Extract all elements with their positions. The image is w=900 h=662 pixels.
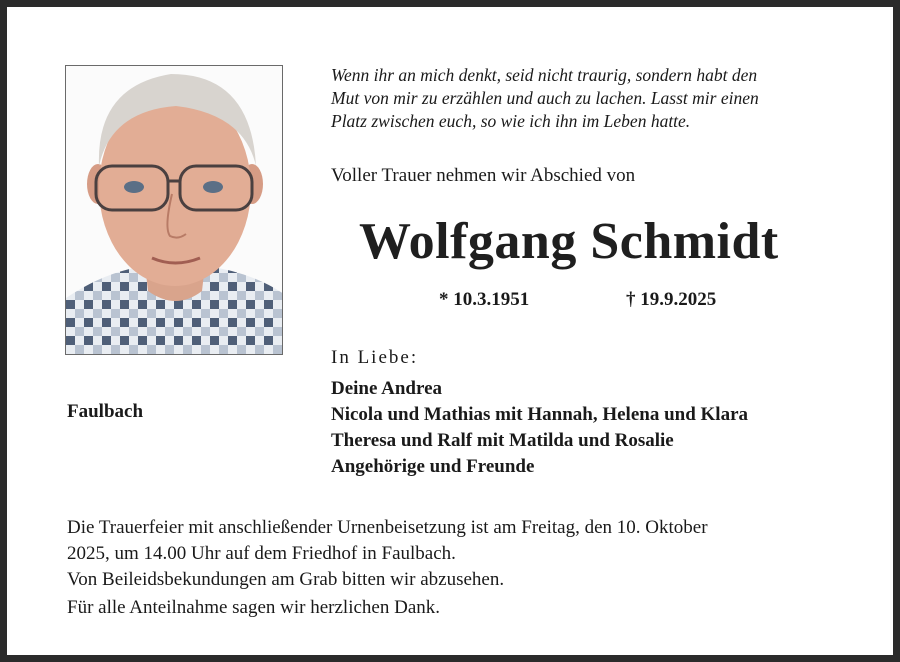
memorial-quote [331,64,871,133]
farewell-intro: Voller Trauer nehmen wir Abschied von [331,165,636,186]
mourners-list [331,376,748,480]
quote-line: Wenn ihr an mich denkt, seid nicht traurig, sondern habt den [331,65,758,85]
notice-line: Die Trauerfeier mit anschließender Urnenbeisetzung ist am Freitag, den 10. Oktober [67,517,708,538]
portrait-photo [65,65,283,355]
mourner-line: Deine Andrea [331,378,443,399]
mourners-label: In Liebe: [331,347,419,368]
birth-date: * 10.3.1951 [439,289,530,310]
quote-line: Mut von mir zu erzählen und auch zu lachen. Lasst mir einen [331,88,759,108]
notice-line: Von Beileidsbekundungen am Grab bitten wir abzusehen. [67,569,505,590]
notice-line: 2025, um 14.00 Uhr auf dem Friedhof in Faulbach. [67,543,456,564]
residence-place: Faulbach [67,401,144,422]
thanks-note: Für alle Anteilnahme sagen wir herzlichen Dank. [67,597,441,618]
quote-line: Platz zwischen euch, so wie ich ihn im Leben hatte. [331,111,691,131]
deceased-name: Wolfgang Schmidt [359,213,779,270]
mourner-line: Nicola und Mathias mit Hannah, Helena und Klara [331,404,749,425]
mourner-line: Angehörige und Freunde [331,456,535,477]
death-date: † 19.9.2025 [626,289,717,310]
mourner-line: Theresa und Ralf mit Matilda und Rosalie [331,430,674,451]
funeral-notice [67,515,867,593]
